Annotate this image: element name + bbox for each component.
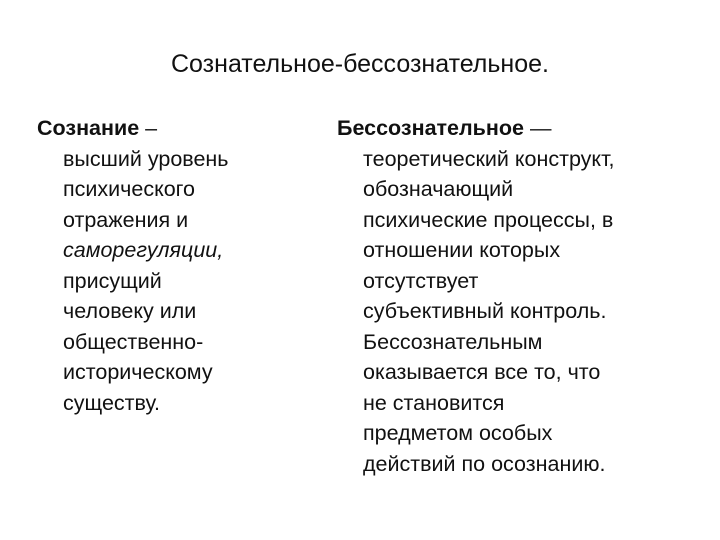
definition-line: психические процессы, в xyxy=(363,207,614,232)
definition-line: не становится xyxy=(363,390,505,415)
definition-unconscious xyxy=(337,113,615,479)
term-line xyxy=(37,113,229,144)
definition-line: теоретический конструкт, xyxy=(363,146,615,171)
term-consciousness: Сознание xyxy=(37,116,140,140)
definition-line: общественно- xyxy=(63,329,204,354)
definition-line: отсутствует xyxy=(363,268,479,293)
definition-line: Бессознательным xyxy=(363,329,543,354)
definition-line: высший уровень xyxy=(63,146,229,171)
term-unconscious: Бессознательное xyxy=(337,116,524,140)
definition-line: существу. xyxy=(63,390,161,415)
definition-line: человеку или xyxy=(63,299,197,323)
definition-line: действий по осознанию. xyxy=(363,451,606,476)
definition-consciousness xyxy=(37,113,229,418)
definition-line: психического xyxy=(63,177,196,201)
definition-text xyxy=(337,144,615,480)
term-dash: — xyxy=(523,116,552,140)
definition-line: историческому xyxy=(63,360,213,384)
definition-line: субъективный контроль. xyxy=(363,299,607,323)
definition-line: обозначающий xyxy=(363,177,514,201)
definition-line: присущий xyxy=(63,268,162,293)
slide-title: Сознательное-бессознательное. xyxy=(171,50,549,78)
definition-text xyxy=(37,144,229,419)
definition-line: отражения и xyxy=(63,207,189,232)
term-line xyxy=(337,113,615,144)
definition-line: предметом особых xyxy=(363,421,553,445)
definition-line: оказывается все то, что xyxy=(363,360,601,384)
definition-line-emphasis: саморегуляции, xyxy=(63,238,224,262)
term-dash: – xyxy=(139,116,158,140)
definition-line: отношении которых xyxy=(363,238,561,262)
